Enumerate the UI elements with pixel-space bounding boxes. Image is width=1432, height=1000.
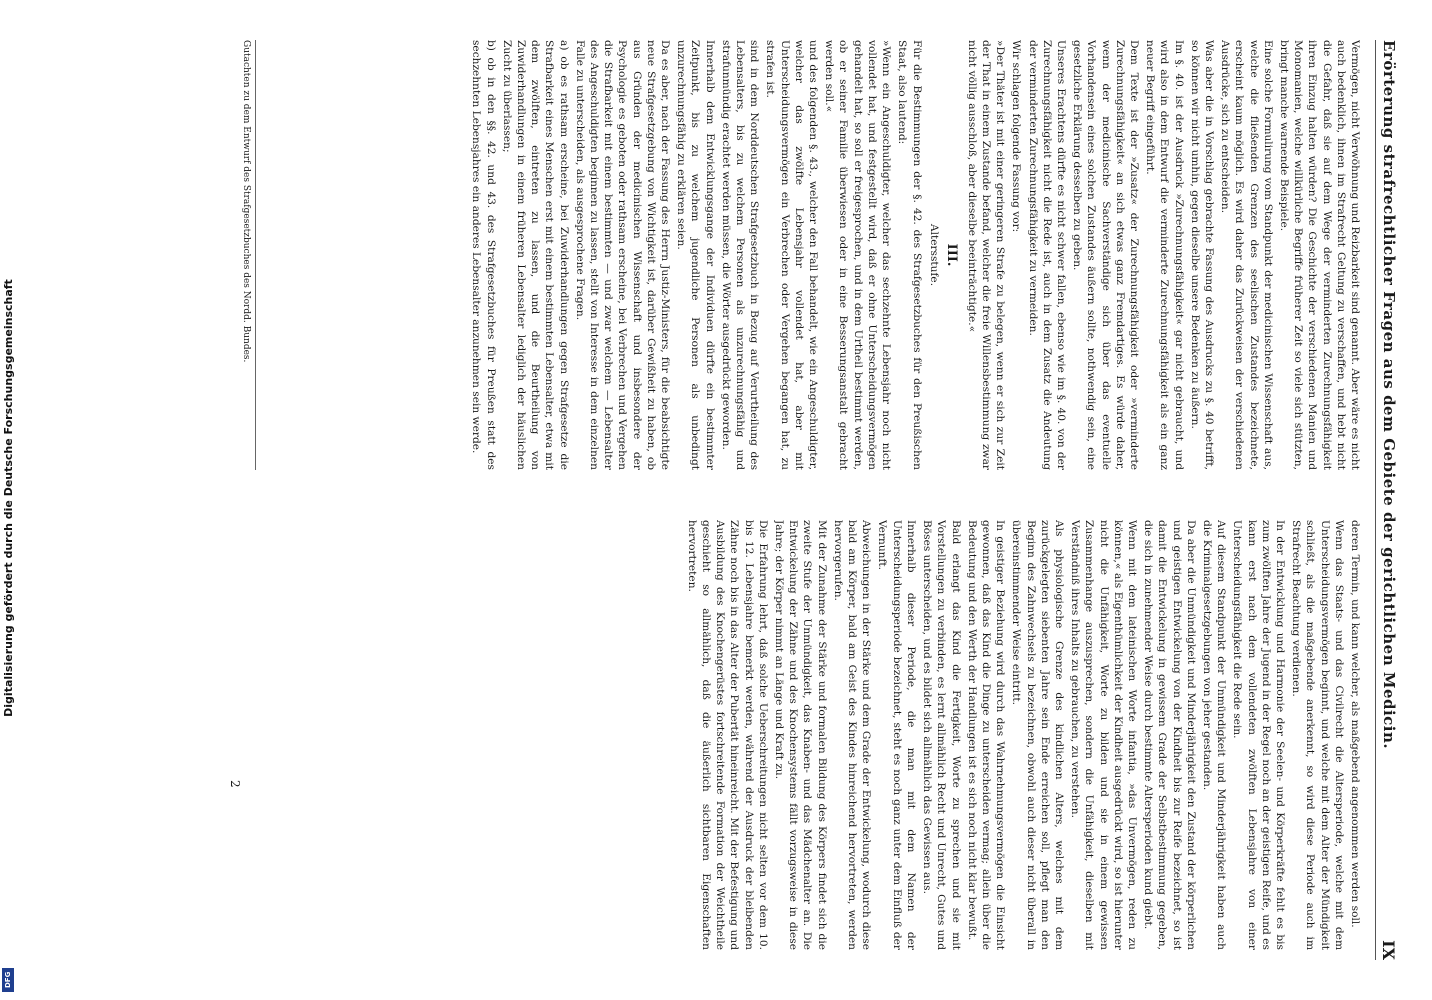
paragraph: Für die Bestimmungen der §. 42. des Strafgesetzbuches für den Preußischen Staat, also lautend: [896,40,923,470]
paragraph: Wenn mit dem lateinischen Worte infantia, »das Unvermögen, reden zu können,« als Eigenthümlichkeit der Kindheit ausgedrückt wird, so ist hierunter nicht die Unfähigkeit, Worte zu bilden und sie in einem gewissen Zusammenhange auszusprechen, sondern die Unfähigkeit, dieselben mit Verständniß ihres Inhalts zu gebrauchen, zu verstehen. [1069,520,1138,950]
section-subtitle: Altersstufe. [927,223,940,287]
paragraph: b) ob in den §§. 42. und 43. des Strafgesetzbuches für Preußen statt des sechzehnten Lebensjahres ein anderes Lebensalter anzunehmen sein werde. [470,40,497,470]
page-header [1375,40,1402,960]
paragraph: Auf diesem Standpunkt der Unmündigkeit und Minderjährigkeit haben auch die Kriminalgesetzgebungen von jeher gestanden. [1200,520,1228,950]
scanned-page [210,0,1432,1000]
paragraph: und des folgenden §. 43., welcher den Fall behandelt, wie ein Angeschuldigter, welcher das zwölfte Lebensjahr vollendet hat, aber mit Unterscheidungsvermögen ein Verbrechen oder Vergehen begangen hat, zu strafen ist. [764,40,820,470]
running-head-title: Erörterung strafrechtlicher Fragen aus dem Gebiete der gerichtlichen Medicin. [1380,40,1398,750]
paragraph: Innerhalb dieser Periode, die man mit dem Namen der Unterscheidungsperiode bezeichnet, steht es noch ganz unter dem Einfluß der Vernunft. [876,520,917,950]
paragraph: Mit der Zunahme der Stärke und formalen Bildung des Körpers findet sich die zweite Stufe der Unmündigkeit, das Knaben- und das Mädchenalter an. Die Entwickelung der Zähne und des Knochensystems fällt vorzugsweise in diese Jahre; der Körper nimmt an Länge und Kraft zu. [773,520,828,950]
paragraph: Unseres Erachtens dürfte es nicht schwer fallen, ebenso wie im §. 40. von der Zurechnungsfähigkeit nicht die Rede ist, auch in dem Zusatz die Andeutung der verminderten Zurechnungsfähigkeit zu vermeiden. [1026,40,1067,470]
paragraph: Da aber die Unmündigkeit und Minderjährigkeit den Zustand der körperlichen und geistigen Entwickelung von der Kindheit bis zur Reife bezeichnet, so ist damit die Entwickelung in gewissem Grade der Selbstbestimmung gegeben, die sich in zunehmender Weise durch bestimmte Altersperioden kund giebt. [1142,520,1197,950]
paragraph: Da es aber, nach der Fassung des Herrn Justiz-Ministers, für die beabsichtigte neue Strafgesetzgebung von Wichtigkeit ist, darüber Gewißheit zu haben, ob aus Gründen der medicinischen Wissenschaft und insbesondere der Psychologie es geboten oder rathsam erscheine, bei Verbrechen und Vergehen die Strafbarkeit mit einem bestimmten — und zwar welchem — Lebensalter des Angeschuldigten beginnen zu lassen, stellt von Interesse in dem einzelnen Falle zu unterscheiden, als ausgesprochene Fragen. [573,40,672,470]
paragraph: In der Entwicklung und Harmonie der Seelen- und Körperkräfte fehlt es bis zum zwölften Jahre der Jugend in der Regel noch an der geistigen Reife, und es kann erst nach dem vollendeten zwölften Lebensjahre von einer Unterscheidungsfähigkeit die Rede sein. [1231,520,1286,950]
paragraph: Wir schlagen folgende Fassung vor: [1010,40,1023,233]
paragraph: Als physiologische Grenze des kindlichen Alters, welches mit dem zurückgelegten siebenten Jahre sein Ende erreichen soll, pflegt man den Beginn des Zahnwechsels zu bezeichnen, obwohl auch dieser nicht überall in übereinstimmender Weise eintritt. [1010,520,1065,950]
digitization-sidebar [0,0,16,1000]
page-content-rotated [210,0,1432,1000]
paragraph: Abweichungen in der Stärke und dem Grade der Entwickelung, wodurch diese bald am Körper, bald am Geist des Kindes hinreichend hervortreten, werden hervorgerufen. [831,520,873,950]
paragraph: Innerhalb dem Entwicklungsgange der Individuen dürfte ein bestimmter Zeitpunkt, bis zu welchem jugendliche Personen als unbedingt unzurechnungsfähig zu erklären seien. [675,40,716,470]
paragraph: Vermögen, nicht Verwöhnung und Reizbarkeit sind genannt. Aber wäre es nicht auch bedenklich, ihnen im Strafrecht Geltung zu verschaffen, und hebt nicht die Gefahr, daß sie auf dem Wege der verminderten Zurechnungsfähigkeit ihren Einzug halten würden? Die Geschichte der verschiedenen Manien und Monomanien, welche willkürliche Begriffe früherer Zeit so viele sich stützten, bringt manche warnende Beispiele. [1277,40,1361,470]
text-column-left [242,40,1362,470]
paragraph: Wenn das Staats- und das Civilrecht die Altersperiode, welche mit dem Unterscheidungsvermögen beginnt, und welche mit dem Alter der Mündigkeit schließt, als die maßgebende anerkennt, so wird diese Periode auch im Strafrecht Beachtung verdienen. [1290,520,1345,950]
page-number: IX [1379,940,1399,960]
paragraph: »Der Thäter ist mit einer geringeren Strafe zu belegen, wenn er sich zur Zeit der That in einem Zustande befand, welcher die freie Willensbestimmung zwar nicht völlig ausschloß, aber dieselbe beeinträchtigte.« [965,40,1007,470]
dfg-logo-icon: DFG [2,968,14,992]
paragraph: deren Termin, und kann welcher, als maßgebend angenommen werden soll. [1349,520,1361,928]
paragraph: In geistiger Beziehung wird durch das Wahrnehmungsvermögen die Einsicht gewonnen, daß das Kind die Dinge zu unterscheiden vermag; allein über die Bedeutung und den Werth der Handlungen ist es sich noch nicht klar bewußt. [965,520,1007,950]
paragraph: Im §. 40. ist der Ausdruck »Zurechnungsfähigkeit« gar nicht gebraucht, und wird also in dem Entwurf die verminderte Zurechnungsfähigkeit als ein ganz neuer Begriff eingeführt. [1144,40,1185,470]
paragraph: Was aber die in Vorschlag gebrachte Fassung des Ausdrucks zu §. 40 betrifft, so können wir nicht umhin, gegen dieselbe unsere Bedenken zu äußern. [1188,40,1215,470]
paragraph: Die Erfahrung lehrt, daß solche Ueberschreitungen nicht selten vor dem 10. bis 12. Lebensjahre bemerkt werden, während der Ausdruck der bleibenden Zähne noch bis in das Alter der Pubertät hineinreicht. Mit der Befestigung und Ausbildung des Knochengerüstes fortschreitende Formation der Weichtheile geschieht so allmählich, daß die äußerlich sichtbaren Eigenschaften hervortreten. [685,520,769,950]
paragraph: Bald erlangt das Kind die Fertigkeit, Worte zu sprechen und sie mit Vorstellungen zu verbinden, es lernt allmählich Recht und Unrecht, Gutes und Böses unterscheiden, und es bildet sich allmählich das Gewissen aus. [921,520,962,950]
paragraph: sind in dem Norddeutschen Strafgesetzbuch in Bezug auf Verurtheilung des Lebensalters, bis zu welchem Personen als unzurechnungsfähig und strafunmündig erachtet werden müssen, die Wörter ausgedrückt geworden. [719,40,761,470]
paragraph: a) ob es rathsam erscheine, bei Zuwiderhandlungen gegen Strafgesetze die Strafbarkeit eines Menschen erst mit einem bestimmten Lebensalter, etwa mit dem zwölften, eintreten zu lassen, und die Beurtheilung von Zuwiderhandlungen in einem früheren Lebensalter lediglich der häuslichen Zucht zu überlassen; [500,40,570,470]
section-numeral: III. [943,243,959,267]
dfg-credit-text: Digitalisierung gefördert durch die Deutsche Forschungsgemeinschaft [2,279,15,717]
footnote: Gutachten zu dem Entwurf des Strafgesetzbuches des Nordd. Bundes. [240,40,256,470]
text-column-right [242,520,1362,950]
signature-mark: 2 [228,780,242,788]
paragraph: Dem Texte ist der »Zusatz« der Zurechnungsfähigkeit oder »verminderte Zurechnungsfähigkeit« an sich etwas ganz Fremdartiges. Es würde daher, wenn der medicinische Sachverständige sich über das eventuelle Vorhandensein eines solchen Zustandes äußern sollte, nothwendig sein, eine gesetzliche Erklärung desselben zu geben. [1071,40,1140,470]
paragraph: »Wenn ein Angeschuldigter, welcher das sechzehnte Lebensjahr noch nicht vollendet hat, und festgestellt wird, daß er ohne Unterscheidungsvermögen gehandelt hat, so soll er freigesprochen, und in dem Urtheil bestimmt werden, ob er seiner Familie überwiesen oder in eine Besserungsanstalt gebracht werden soll.« [823,40,893,470]
paragraph: Eine solche Formulirung vom Standpunkt der medicinischen Wissenschaft aus, welche die fließenden Grenzen des seelischen Zustandes bezeichnete, erscheint kaum möglich. Es wird daher das Zurückweisen der verschiedenen Ausdrücke, sich zu entscheiden. [1219,40,1274,470]
